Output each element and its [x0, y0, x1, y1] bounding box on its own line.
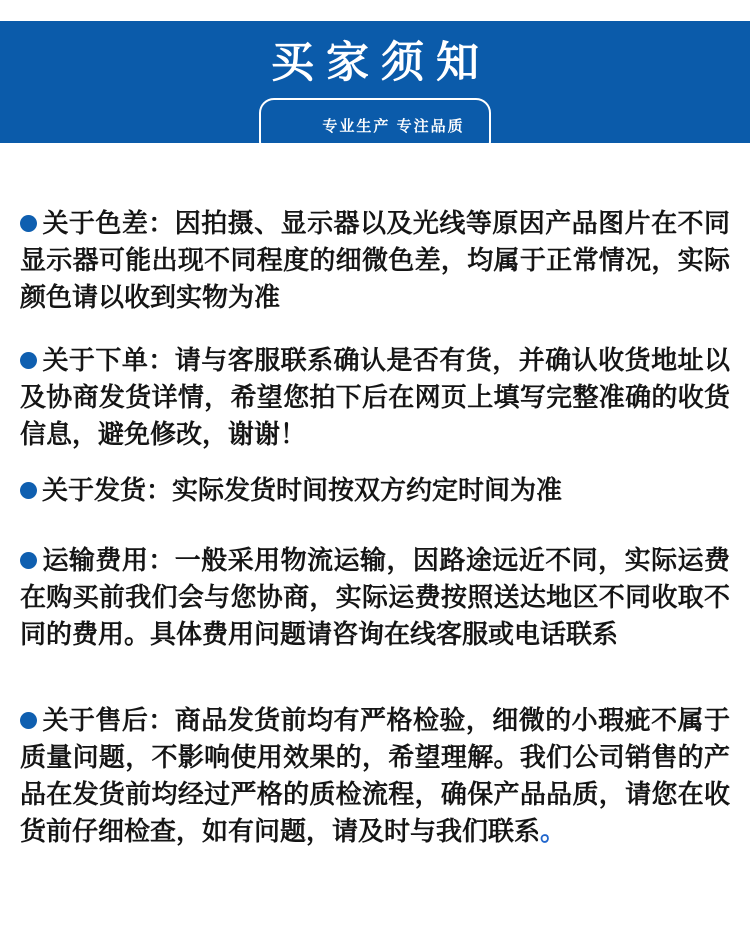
notice-text: 关于下单：请与客服联系确认是否有货，并确认收货地址以及协商发货详情，希望您拍下后在网页上填写完整准确的收货信息，避免修改，谢谢！	[20, 345, 730, 449]
top-white-gap	[0, 0, 750, 21]
notice-item-after-sales	[20, 702, 730, 850]
notice-text: 关于色差：因拍摄、显示器以及光线等原因产品图片在不同显示器可能出现不同程度的细微色差，均属于正常情况，实际颜色请以收到实物为准	[20, 208, 730, 312]
notice-text: 运输费用：一般采用物流运输，因路途远近不同，实际运费在购买前我们会与您协商，实际运费按照送达地区不同收取不同的费用。具体费用问题请咨询在线客服或电话联系	[20, 545, 730, 649]
bullet-dot-icon	[20, 215, 37, 232]
bullet-dot-icon	[20, 352, 37, 369]
page-title	[0, 21, 750, 89]
page-title-text: 买家须知	[271, 39, 491, 87]
tagline-pill	[259, 98, 490, 143]
notice-text-blue-period: 。	[540, 816, 567, 846]
tagline-text: 专业生产 专注品质	[322, 118, 465, 135]
bullet-dot-icon	[20, 482, 37, 499]
notice-list	[0, 205, 750, 850]
bullet-dot-icon	[20, 712, 37, 729]
header-banner	[0, 21, 750, 143]
notice-item-color-difference	[20, 205, 730, 316]
notice-item-freight-cost	[20, 542, 730, 653]
bullet-dot-icon	[20, 552, 37, 569]
notice-item-ordering	[20, 342, 730, 453]
notice-text: 关于发货：实际发货时间按双方约定时间为准	[42, 475, 563, 505]
notice-text: 关于售后：商品发货前均有严格检验，细微的小瑕疵不属于质量问题，不影响使用效果的，希望理解。我们公司销售的产品在发货前均经过严格的质检流程，确保产品品质，请您在收货前仔细检查，如有问题，请及时与我们联系	[20, 705, 730, 846]
notice-item-shipping-time	[20, 472, 730, 509]
